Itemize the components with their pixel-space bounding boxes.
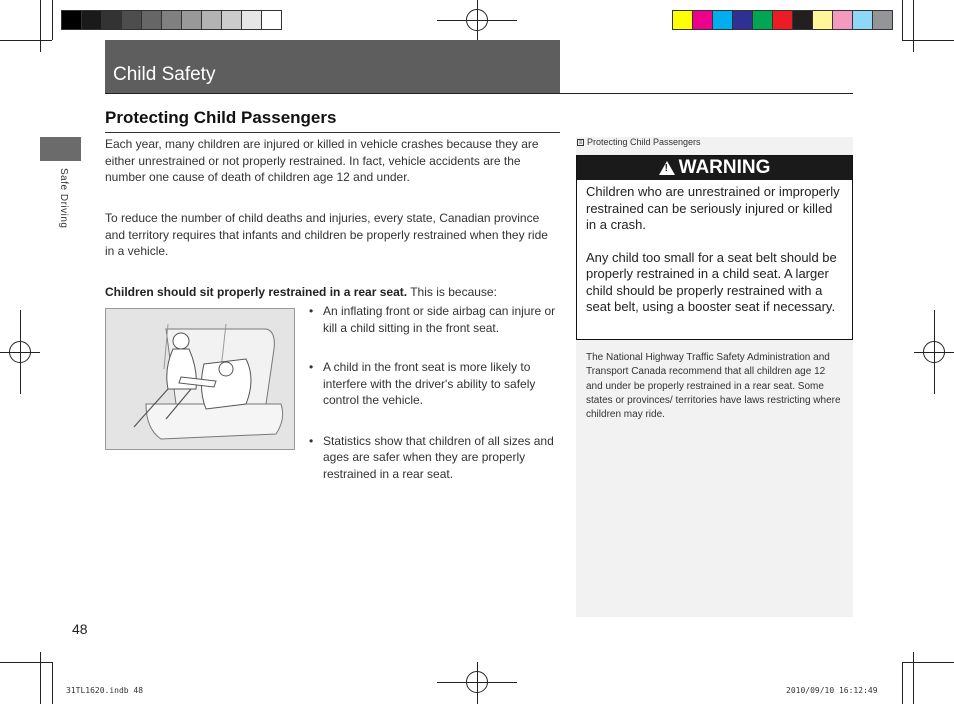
section-rule	[105, 132, 560, 133]
chapter-title: Child Safety	[113, 64, 216, 85]
side-tab	[40, 137, 81, 161]
color-swatch	[872, 10, 893, 30]
sidebar-reference-label: Protecting Child Passengers	[587, 137, 701, 147]
color-swatch	[752, 10, 773, 30]
color-swatch	[732, 10, 753, 30]
page-number: 48	[72, 621, 88, 637]
color-swatch	[852, 10, 873, 30]
color-swatch	[261, 10, 282, 30]
reasons-list	[309, 303, 559, 482]
color-swatch	[221, 10, 242, 30]
list-item: • An inflating front or side airbag can injure or kill a child sitting in the front seat.	[309, 303, 559, 336]
reference-icon: ≡	[578, 139, 583, 146]
side-tab-label: Safe Driving	[58, 168, 69, 229]
file-slug: 31TL1620.indb 48	[66, 686, 144, 695]
intro-paragraph: Each year, many children are injured or killed in vehicle crashes because they are either unrestrained or not properly restrained. In fact, vehicle accidents are the number one cause of death of children age 12 and under.	[105, 137, 539, 184]
timestamp-slug: 2010/09/10 16:12:49	[786, 686, 878, 695]
color-swatch	[121, 10, 142, 30]
color-swatch	[812, 10, 833, 30]
law-paragraph: To reduce the number of child deaths and injuries, every state, Canadian province and territory requires that infants and children be properly restrained when they ride in a vehicle.	[105, 211, 548, 258]
color-swatch	[692, 10, 713, 30]
color-swatch	[161, 10, 182, 30]
color-swatch	[241, 10, 262, 30]
list-item: • Statistics show that children of all sizes and ages are safer when they are properly restrained in a rear seat.	[309, 433, 559, 483]
list-item: • A child in the front seat is more likely to interfere with the driver's ability to safely control the vehicle.	[309, 359, 559, 409]
color-swatch	[792, 10, 813, 30]
color-swatch	[201, 10, 222, 30]
color-swatch	[672, 10, 693, 30]
color-swatch	[141, 10, 162, 30]
sidebar-reference	[577, 137, 701, 147]
section-title: Protecting Child Passengers	[105, 108, 337, 127]
rear-seat-rest: This is because:	[407, 285, 497, 299]
color-swatch	[832, 10, 853, 30]
rear-seat-paragraph	[105, 284, 557, 301]
rear-seat-illustration	[105, 308, 295, 450]
color-swatch	[101, 10, 122, 30]
warning-paragraph-1: Children who are unrestrained or improperly restrained can be seriously injured or killed in a crash.	[586, 184, 840, 232]
rear-seat-lead: Children should sit properly restrained in a rear seat.	[105, 285, 408, 299]
color-swatch	[61, 10, 82, 30]
warning-title: WARNING	[678, 157, 771, 178]
warning-text	[586, 184, 844, 316]
warning-box	[576, 155, 853, 340]
warning-header	[577, 156, 852, 180]
child-seat-drawing-icon	[106, 309, 294, 449]
color-swatch	[181, 10, 202, 30]
warning-triangle-icon: !	[659, 161, 675, 175]
color-swatch	[772, 10, 793, 30]
color-swatch	[712, 10, 733, 30]
chapter-rule	[105, 93, 853, 94]
warning-paragraph-2: Any child too small for a seat belt should be properly restrained in a child seat. A larger child should be properly restrained with a seat belt, using a booster seat if necessary.	[586, 249, 837, 314]
sidebar-note: The National Highway Traffic Safety Administration and Transport Canada recommend that all children age 12 and under be properly restrained in a rear seat. Some states or provinces/ territories have laws restricting where children may ride.	[586, 352, 841, 421]
color-swatch	[81, 10, 102, 30]
